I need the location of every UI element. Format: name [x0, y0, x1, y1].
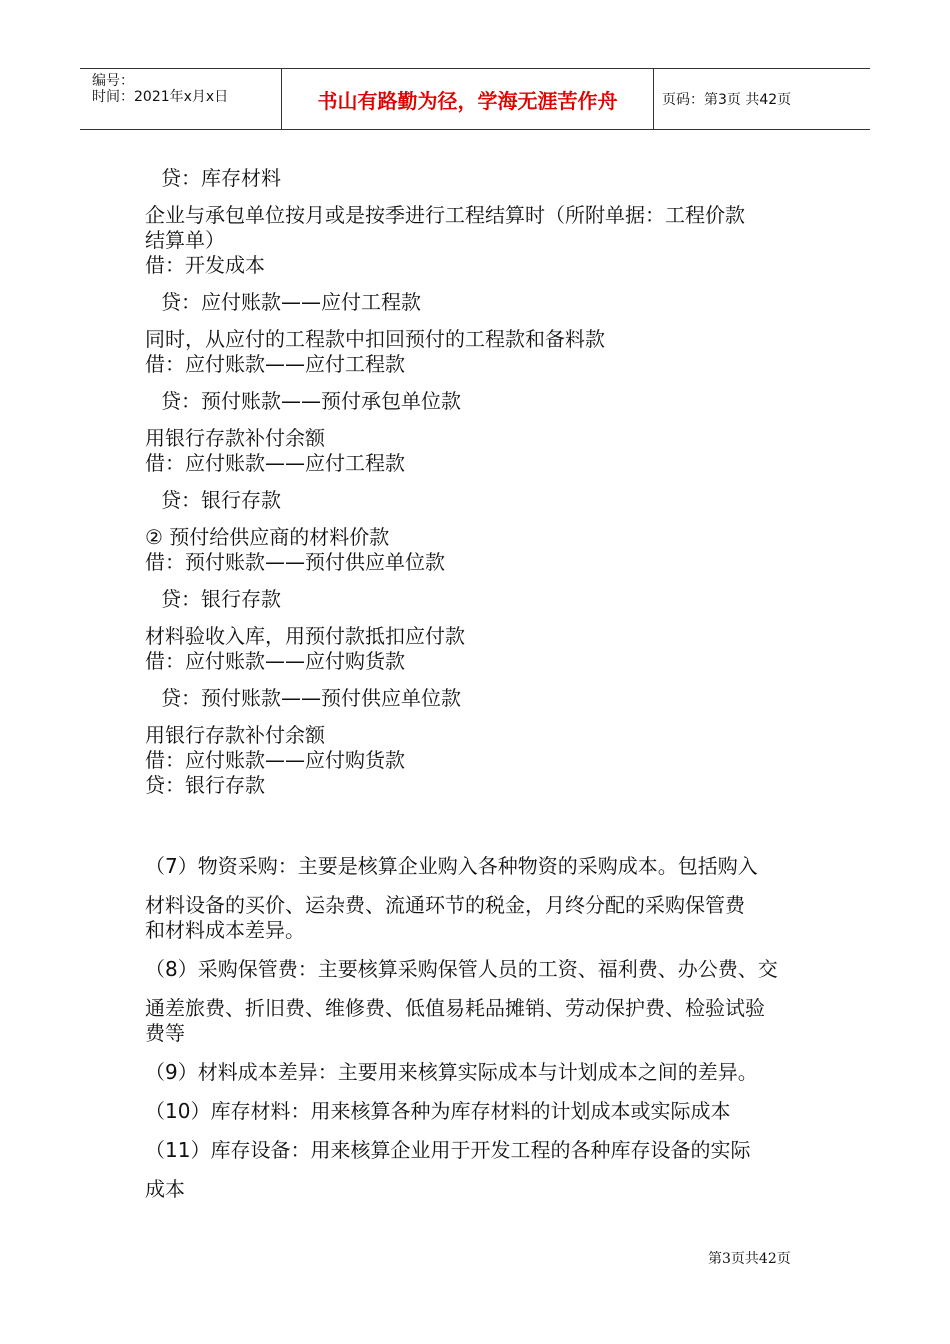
text-line: 贷：银行存款: [161, 587, 281, 611]
text-line: 成本: [145, 1177, 185, 1201]
text-line: （7）物资采购：主要是核算企业购入各种物资的采购成本。包括购入: [145, 854, 758, 878]
text-line: 贷：预付账款——预付供应单位款: [161, 686, 461, 710]
text-line: 借：应付账款——应付购货款: [145, 649, 405, 673]
text-line: 用银行存款补付余额: [145, 426, 325, 450]
text-line: 贷：银行存款: [145, 773, 265, 797]
text-line: （10）库存材料：用来核算各种为库存材料的计划成本或实际成本: [145, 1099, 731, 1123]
header-motto: 书山有路勤为径，学海无涯苦作舟: [282, 69, 654, 129]
text-line: 借：开发成本: [145, 253, 265, 277]
text-line: 贷：预付账款——预付承包单位款: [161, 389, 461, 413]
text-line: ② 预付给供应商的材料价款: [145, 525, 390, 549]
time-label: 时间：2021年x月x日: [92, 89, 229, 105]
header-page-info: 页码：第3页 共42页: [662, 92, 792, 108]
text-line: 贷：银行存款: [161, 488, 281, 512]
text-line: （11）库存设备：用来核算企业用于开发工程的各种库存设备的实际: [145, 1138, 751, 1162]
number-label: 编号：: [92, 73, 134, 89]
text-line: 企业与承包单位按月或是按季进行工程结算时（所附单据：工程价款: [145, 203, 745, 227]
text-line: 同时，从应付的工程款中扣回预付的工程款和备料款: [145, 327, 605, 351]
text-line: 结算单）: [145, 228, 225, 252]
document-body: [145, 166, 820, 1202]
text-line: 贷：库存材料: [161, 166, 281, 190]
text-line: 借：应付账款——应付工程款: [145, 352, 405, 376]
text-line: 借：预付账款——预付供应单位款: [145, 550, 445, 574]
text-line: 费等: [145, 1021, 185, 1045]
text-line: 通差旅费、折旧费、维修费、低值易耗品摊销、劳动保护费、检验试验: [145, 996, 765, 1020]
text-line: 用银行存款补付余额: [145, 723, 325, 747]
text-line: 借：应付账款——应付购货款: [145, 748, 405, 772]
text-line: （8）采购保管费：主要核算采购保管人员的工资、福利费、办公费、交: [145, 957, 778, 981]
text-line: 材料验收入库，用预付款抵扣应付款: [145, 624, 465, 648]
text-line: 贷：应付账款——应付工程款: [161, 290, 421, 314]
page-header: [80, 68, 870, 130]
text-line: （9）材料成本差异：主要用来核算实际成本与计划成本之间的差异。: [145, 1060, 758, 1084]
header-meta: [80, 69, 282, 129]
text-line: 借：应付账款——应付工程款: [145, 451, 405, 475]
text-line: 和材料成本差异。: [145, 918, 305, 942]
text-line: 材料设备的买价、运杂费、流通环节的税金，月终分配的采购保管费: [145, 893, 745, 917]
page-footer: 第3页共42页: [708, 1251, 791, 1267]
